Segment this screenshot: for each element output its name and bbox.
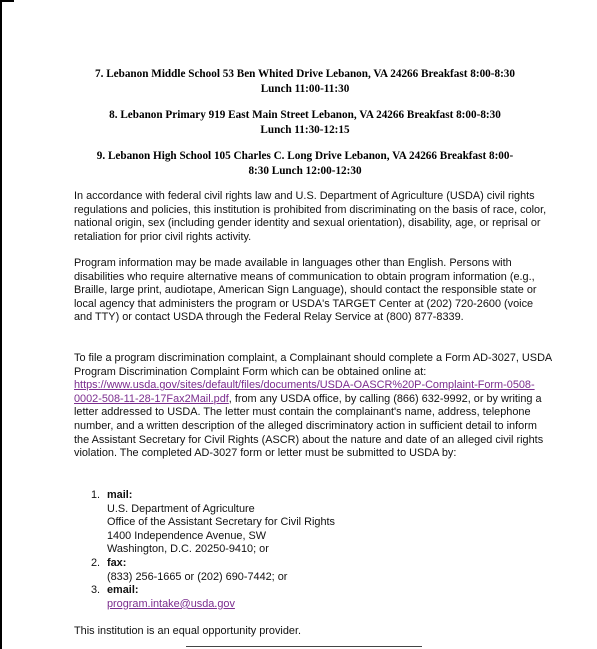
mail-address-line: Washington, D.C. 20250-9410; or — [107, 543, 269, 556]
complaint-form-link[interactable]: https://www.usda.gov/sites/default/files/documents/USDA-OASCR%20P-Complaint-Form-0508-0002-508-11-28-17Fax2Mail.pdf — [74, 379, 535, 405]
list-number: 2. — [91, 556, 101, 569]
fax-label: fax: — [107, 556, 127, 569]
school-entry-line: 8:30 Lunch 12:00-12:30 — [248, 165, 362, 177]
school-entry-line: 9. Lebanon High School 105 Charles C. Long Drive Lebanon, VA 24266 Breakfast 8:00- — [96, 150, 514, 162]
mail-address-line: U.S. Department of Agriculture — [107, 502, 255, 515]
list-item-fax — [74, 557, 552, 584]
page-border-left — [0, 0, 2, 649]
mail-address-line: Office of the Assistant Secretary for Civil Rights — [107, 516, 335, 529]
complaint-paragraph — [74, 352, 552, 461]
equal-opportunity-statement: This institution is an equal opportunity provider. — [74, 625, 302, 637]
footer-divider — [186, 646, 422, 647]
list-number: 1. — [91, 489, 101, 501]
nondiscrimination-paragraph: In accordance with federal civil rights law and U.S. Department of Agriculture (USDA) civil rights regulations and policies, this institution is prohibited from discriminating on the basis of race, color, national origin, sex (including gender identity and sexual orientation), disability, age, or reprisal or retaliation for prior civil rights activity. — [74, 190, 547, 243]
complaint-text-rest: , from any USDA office, by calling (866) 632-9992, or by writing a letter addressed to USDA. The letter must contain the complainant's name, address, telephone number, and a written description of the alleged discriminatory action in sufficient detail to inform the Assistant Secretary for Civil Rights (ASCR) about the nature and date of an alleged civil rights violation. The completed AD-3027 form or letter must be submitted to USDA by: — [74, 392, 544, 460]
school-entry-line: 7. Lebanon Middle School 53 Ben Whited Drive Lebanon, VA 24266 Breakfast 8:00-8:30 — [95, 68, 515, 80]
list-item-mail — [74, 489, 552, 557]
fax-numbers: (833) 256-1665 or (202) 690-7442; or — [107, 570, 288, 583]
school-entry-primary — [60, 108, 550, 138]
email-label: email: — [107, 584, 139, 597]
mail-label: mail: — [107, 489, 133, 501]
list-item-email — [74, 584, 552, 611]
school-entry-line: Lunch 11:00-11:30 — [260, 83, 350, 95]
complaint-text-intro: To file a program discrimination complaint, a Complainant should complete a Form AD-3027, USDA Program Discrimination Complaint Form which can be obtained online at: — [74, 352, 552, 378]
email-link[interactable]: program.intake@usda.gov — [107, 597, 235, 610]
school-entry-line: Lunch 11:30-12:15 — [260, 124, 350, 136]
submission-methods-list — [74, 489, 552, 611]
school-entry-high — [60, 149, 550, 179]
school-entry-middle — [60, 67, 550, 97]
program-information-paragraph: Program information may be made available in languages other than English. Persons with disabilities who require alternative means of communication to obtain program information (e.g., Braille, large print, audiotape, American Sign Language), should contact the responsible state or local agency that administers the program or USDA's TARGET Center at (202) 720-2600 (voice and TTY) or contact USDA through the Federal Relay Service at (800) 877-8339. — [74, 257, 537, 324]
school-entry-line: 8. Lebanon Primary 919 East Main Street Lebanon, VA 24266 Breakfast 8:00-8:30 — [109, 109, 501, 121]
page-border-top — [0, 0, 14, 2]
mail-address-line: 1400 Independence Avenue, SW — [107, 529, 267, 542]
list-number: 3. — [91, 584, 101, 597]
